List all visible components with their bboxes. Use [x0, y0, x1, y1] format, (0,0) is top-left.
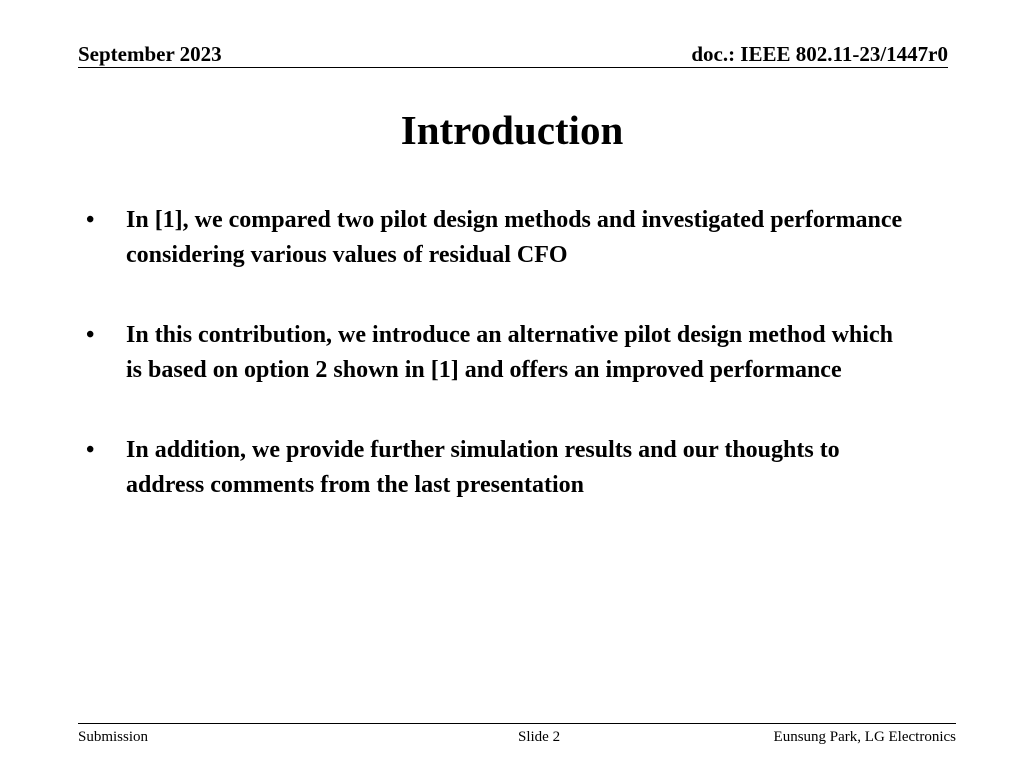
slide-title: Introduction — [400, 107, 624, 153]
bullet-item — [84, 203, 904, 273]
bullet-item — [84, 433, 904, 503]
bullet-marker: • — [86, 437, 95, 463]
footer-author: Eunsung Park, LG Electronics — [773, 729, 956, 745]
bullet-list — [84, 203, 904, 503]
footer-slide-number: Slide 2 — [518, 729, 561, 745]
bullet-item — [84, 318, 904, 388]
slide-header — [78, 40, 948, 68]
footer-submission: Submission — [78, 729, 149, 745]
bullet-text: In [1], we compared two pilot design methods and investigated performance considering various values of residual CFO — [126, 207, 903, 268]
footer-divider — [78, 723, 956, 724]
bullet-marker: • — [86, 322, 95, 348]
slide-footer — [78, 727, 956, 747]
bullet-text: In addition, we provide further simulation results and our thoughts to address comments from the last presentation — [126, 437, 840, 498]
bullet-marker: • — [86, 207, 95, 233]
bullet-text: In this contribution, we introduce an alternative pilot design method which is based on option 2 shown in [1] and offers an improved performance — [126, 322, 893, 383]
header-divider — [78, 67, 948, 68]
header-doc-id: doc.: IEEE 802.11-23/1447r0 — [691, 42, 948, 66]
header-date: September 2023 — [78, 42, 222, 66]
